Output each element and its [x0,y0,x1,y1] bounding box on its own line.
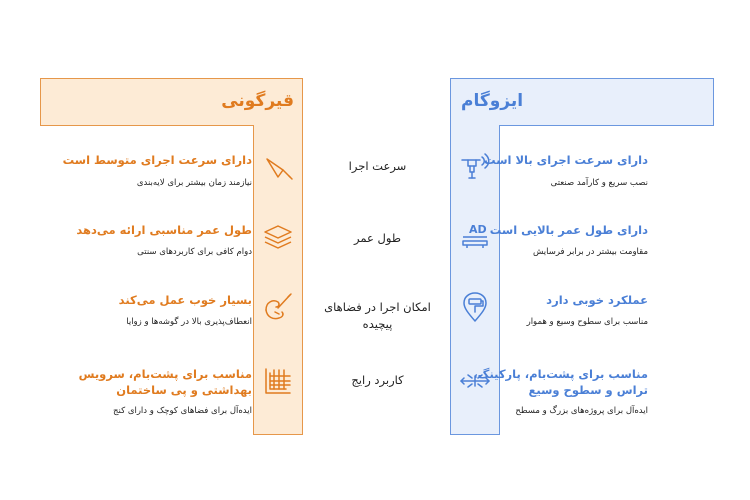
isogam-item-4-desc: ایده‌آل برای پروژه‌های بزرگ و مسطح [515,406,648,416]
brush-hand-icon [261,290,295,324]
qirgooni-header [40,78,303,126]
isogam-header [450,78,714,126]
criterion-speed: سرعت اجرا [348,159,407,173]
qirgooni-item-4-title: مناسب برای پشت‌بام، سرویس بهداشتی و پی ساختمان [78,367,252,397]
qirgooni-item-2-desc: دوام کافی برای کاربردهای سنتی [137,247,252,257]
qirgooni-item-1-desc: نیازمند زمان بیشتر برای لایه‌بندی [136,178,252,188]
qirgooni-item-4-desc: ایده‌آل برای فضاهای کوچک و دارای کنج [113,406,252,416]
isogam-item-1-title: دارای سرعت اجرای بالا است [484,153,648,167]
criterion-complex-spaces: امکان اجرا در فضاهای پیچیده [324,300,431,331]
svg-text:AD: AD [469,223,487,236]
isogam-item-4-title: مناسب برای پشت‌بام، پارکینگ، تراس و سطوح وسیع [473,367,648,397]
qirgooni-item-1-title: دارای سرعت اجرای متوسط است [62,153,252,167]
isogam-item-3-title: عملکرد خوبی دارد [546,293,648,307]
isogam-item-2-desc: مقاومت بیشتر در برابر فرسایش [532,247,648,257]
layers-icon [261,220,295,254]
criterion-common-use: کاربرد رایج [351,373,404,387]
isogam-item-3-desc: مناسب برای سطوح وسیع و هموار [526,317,648,327]
qirgooni-item-3-title: بسیار خوب عمل می‌کند [118,293,252,307]
qirgooni-item-2-title: طول عمر مناسبی ارائه می‌دهد [76,223,252,237]
trowel-icon [261,150,295,184]
qirgooni-item-3-desc: انعطاف‌پذیری بالا در گوشه‌ها و زوایا [126,317,252,327]
isogam-title: ایزوگام [461,91,524,111]
isogam-item-1-desc: نصب سریع و کارآمد صنعتی [550,178,648,188]
criterion-lifespan: طول عمر [354,231,401,245]
isogam-item-2-title: دارای طول عمر بالایی است [489,223,648,237]
qirgooni-title: قیرگونی [221,91,294,111]
grid-corner-icon [261,364,295,398]
